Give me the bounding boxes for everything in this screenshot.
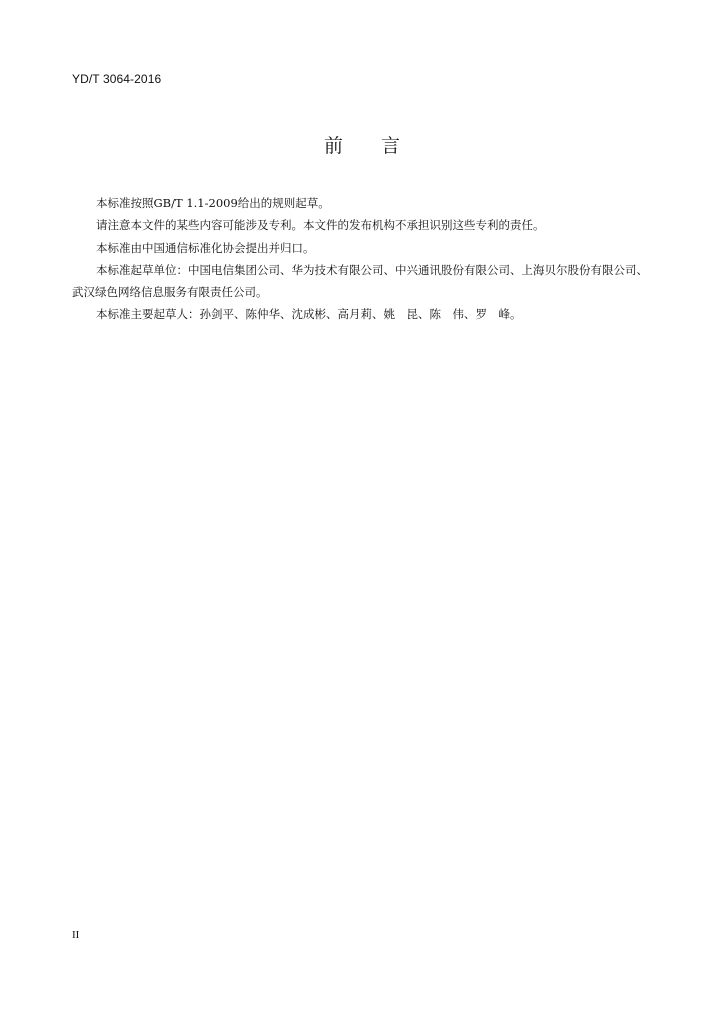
document-code: YD/T 3064-2016 xyxy=(72,72,162,86)
paragraph-drafting-organizations: 本标准起草单位：中国电信集团公司、华为技术有限公司、中兴通讯股份有限公司、上海贝尔股份有限公司、武汉绿色网络信息服务有限责任公司。 xyxy=(72,262,648,300)
paragraph-main-drafters: 本标准主要起草人：孙剑平、陈仲华、沈成彬、高月莉、姚 昆、陈 伟、罗 峰。 xyxy=(96,307,522,322)
foreword-body xyxy=(72,192,652,326)
paragraph-drafting-rules: 本标准按照GB/T 1.1-2009给出的规则起草。 xyxy=(96,196,330,210)
paragraph-proposer: 本标准由中国通信标准化协会提出并归口。 xyxy=(96,240,315,255)
page-number: II xyxy=(72,929,80,941)
page-title: 前言 xyxy=(323,135,438,157)
paragraph-patent-notice: 请注意本文件的某些内容可能涉及专利。本文件的发布机构不承担识别这些专利的责任。 xyxy=(96,218,545,233)
